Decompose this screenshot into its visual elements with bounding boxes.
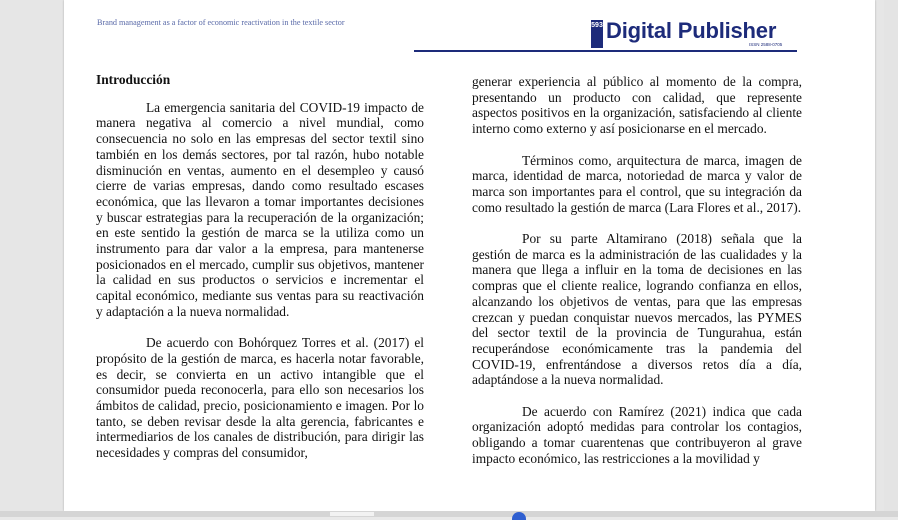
- paragraph: De acuerdo con Ramírez (2021) indica que cada organización adoptó medidas para controlar los contagios, obligando a tomar cuarentenas que contribuyeron al grave impacto económico, las restricciones a la movilidad y: [472, 403, 802, 466]
- logo-mark: 593: [591, 20, 603, 48]
- horizontal-scroll-thumb[interactable]: [330, 512, 374, 516]
- journal-logo: [591, 18, 797, 52]
- bottom-toolbar: [0, 511, 898, 517]
- paragraph-continuation: generar experiencia al público al momento de la compra, presentando un producto con calidad, que represente aspectos positivos en la organización, satisfaciendo al cliente interno como externo y así posicionarse en el mercado.: [472, 74, 802, 137]
- logo-issn: ISSN 2588-0705: [749, 42, 783, 47]
- logo-text: Digital Publisher: [606, 18, 777, 43]
- right-column: [472, 74, 802, 482]
- paragraph: La emergencia sanitaria del COVID-19 impacto de manera negativa al comercio a nivel mundial, como consecuencia no solo en las empresas del sector textil sino también en los demás sectores, por tal razón, hubo notable disminución en ventas, aumento en el desempleo y causó cierre de varias empresas, dando como resultado escases económica, que las llevaron a tomar importantes decisiones y buscar estrategias para la recuperación de la organización; en este sentido la gestión de marca se la utiliza como un instrumento para dar valor a la empresa, para mantenerse posicionados en el mercado, cumplir sus objetivos, mantener la calidad en sus productos o servicios e incrementar el capital económico, mediante sus ventas para su reactivación y adaptación a la nueva normalidad.: [96, 99, 424, 319]
- paragraph: Términos como, arquitectura de marca, imagen de marca, identidad de marca, notoriedad de marca y valor de marca son importantes para el control, que su integración da como resultado la gestión de marca (Lara Flores et al., 2017).: [472, 152, 802, 215]
- document-page: [64, 0, 875, 511]
- header-rule: [414, 50, 797, 52]
- paragraph: De acuerdo con Bohórquez Torres et al. (2017) el propósito de la gestión de marca, es hacerla notar favorable, es decir, se convierta en un activo intangible que el consumidor pueda reconocerla, para ello son necesarios los ámbitos de calidad, precio, posicionamiento e imagen. Por lo tanto, se deben revisar desde la alta gerencia, fabricantes e intermediarios de los canales de distribución, para dirigir las necesidades y compras del consumidor,: [96, 335, 424, 461]
- running-title: Brand management as a factor of economic reactivation in the textile sector: [97, 18, 345, 27]
- left-column: [96, 72, 424, 477]
- paragraph: Por su parte Altamirano (2018) señala que la gestión de marca es la administración de las cualidades y la manera que llega a influir en la toma de decisiones en las compras que el cliente realice, logrando confianza en ellos, alcanzando los objetivos de ventas, para que las empresas crezcan y puedan conquistar nuevos mercados, las PYMES del sector textil de la provincia de Tungurahua, están recuperándose económicamente tras la pandemia del COVID-19, enfrentándose a diversos retos día a día, adaptándose a la nueva normalidad.: [472, 231, 802, 388]
- vertical-scrollbar[interactable]: [884, 0, 898, 511]
- section-title: Introducción: [96, 72, 171, 87]
- status-dot-icon[interactable]: [512, 512, 526, 520]
